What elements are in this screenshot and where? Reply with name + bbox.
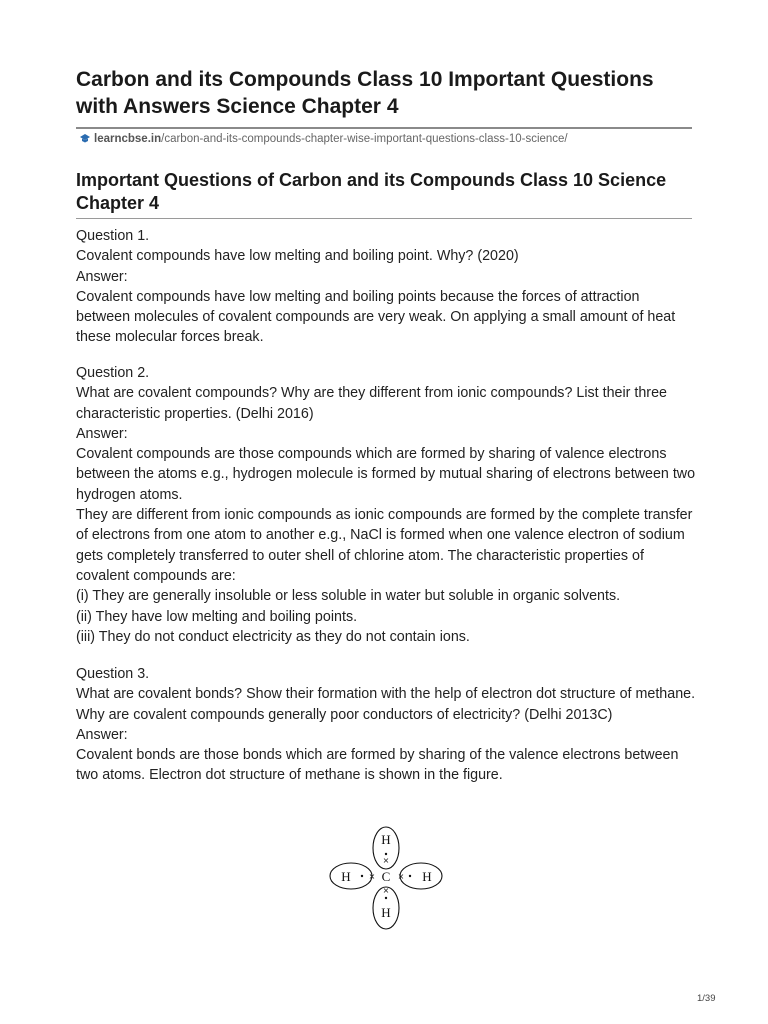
section-heading: Important Questions of Carbon and its Compounds Class 10 Science Chapter 4	[76, 170, 667, 213]
answer-list-item: (i) They are generally insoluble or less soluble in water but soluble in organic solvents.	[76, 588, 621, 605]
atom-top: H	[381, 832, 391, 847]
source-link[interactable]	[79, 133, 568, 145]
answer-list-item: (iii) They do not conduct electricity as they do not contain ions.	[76, 628, 470, 645]
question-block-1	[76, 226, 696, 348]
page-number: 1/39	[697, 993, 716, 1004]
atom-left: H	[341, 869, 351, 884]
answer-label: Answer:	[76, 268, 128, 285]
source-domain[interactable]: learncbse.in	[94, 133, 162, 145]
question-label: Question 1.	[76, 228, 150, 244]
answer-text: Covalent bonds are those bonds which are formed by sharing of the valence electrons between two atoms. Electron dot structure of methane is shown in the figure.	[76, 747, 679, 784]
answer-text: They are different from ionic compounds as ionic compounds are formed by the complete transfer of electrons from one atom to another e.g., NaCl is formed when one valence electron of sodium gets completely transferred to outer shell of chlorine atom. The characteristic properties of covalent compounds are:	[76, 507, 693, 584]
site-logo-icon	[79, 133, 91, 143]
answer-text: Covalent compounds are those compounds which are formed by sharing of valence electrons between the atoms e.g., hydrogen molecule is formed by mutual sharing of electrons between two hydrogen atoms.	[76, 446, 696, 503]
atom-bottom: H	[381, 905, 391, 920]
question-text: Covalent compounds have low melting and boiling point. Why? (2020)	[76, 248, 519, 265]
answer-label: Answer:	[76, 425, 128, 442]
svg-text:×: ×	[382, 856, 390, 865]
question-block-3	[76, 664, 696, 786]
question-block-2	[76, 363, 696, 647]
atom-center: C	[381, 869, 391, 884]
question-text: What are covalent compounds? Why are they different from ionic compounds? List their three characteristic properties. (Delhi 2016)	[76, 385, 667, 422]
svg-text:×: ×	[368, 872, 376, 881]
svg-text:×: ×	[382, 886, 390, 895]
answer-text: Covalent compounds have low melting and boiling points because the forces of attraction between molecules of covalent compounds are very weak. On applying a small amount of heat these molecular forces break.	[76, 288, 676, 346]
question-label: Question 2.	[76, 365, 150, 381]
source-path[interactable]: /carbon-and-its-compounds-chapter-wise-important-questions-class-10-science/	[161, 133, 568, 145]
question-text: What are covalent bonds? Show their formation with the help of electron dot structure of methane. Why are covalent compounds generally poor conductors of electricity? (Delhi 2013C)	[76, 686, 696, 723]
svg-text:×: ×	[397, 872, 405, 881]
title-divider	[76, 127, 692, 129]
question-label: Question 3.	[76, 666, 150, 682]
methane-electron-dot-figure	[328, 826, 444, 930]
section-divider	[76, 218, 692, 219]
page-title: Carbon and its Compounds Class 10 Important Questions with Answers Science Chapter 4	[76, 68, 654, 118]
answer-list-item: (ii) They have low melting and boiling points.	[76, 608, 358, 625]
answer-label: Answer:	[76, 726, 128, 743]
atom-right: H	[422, 869, 432, 884]
